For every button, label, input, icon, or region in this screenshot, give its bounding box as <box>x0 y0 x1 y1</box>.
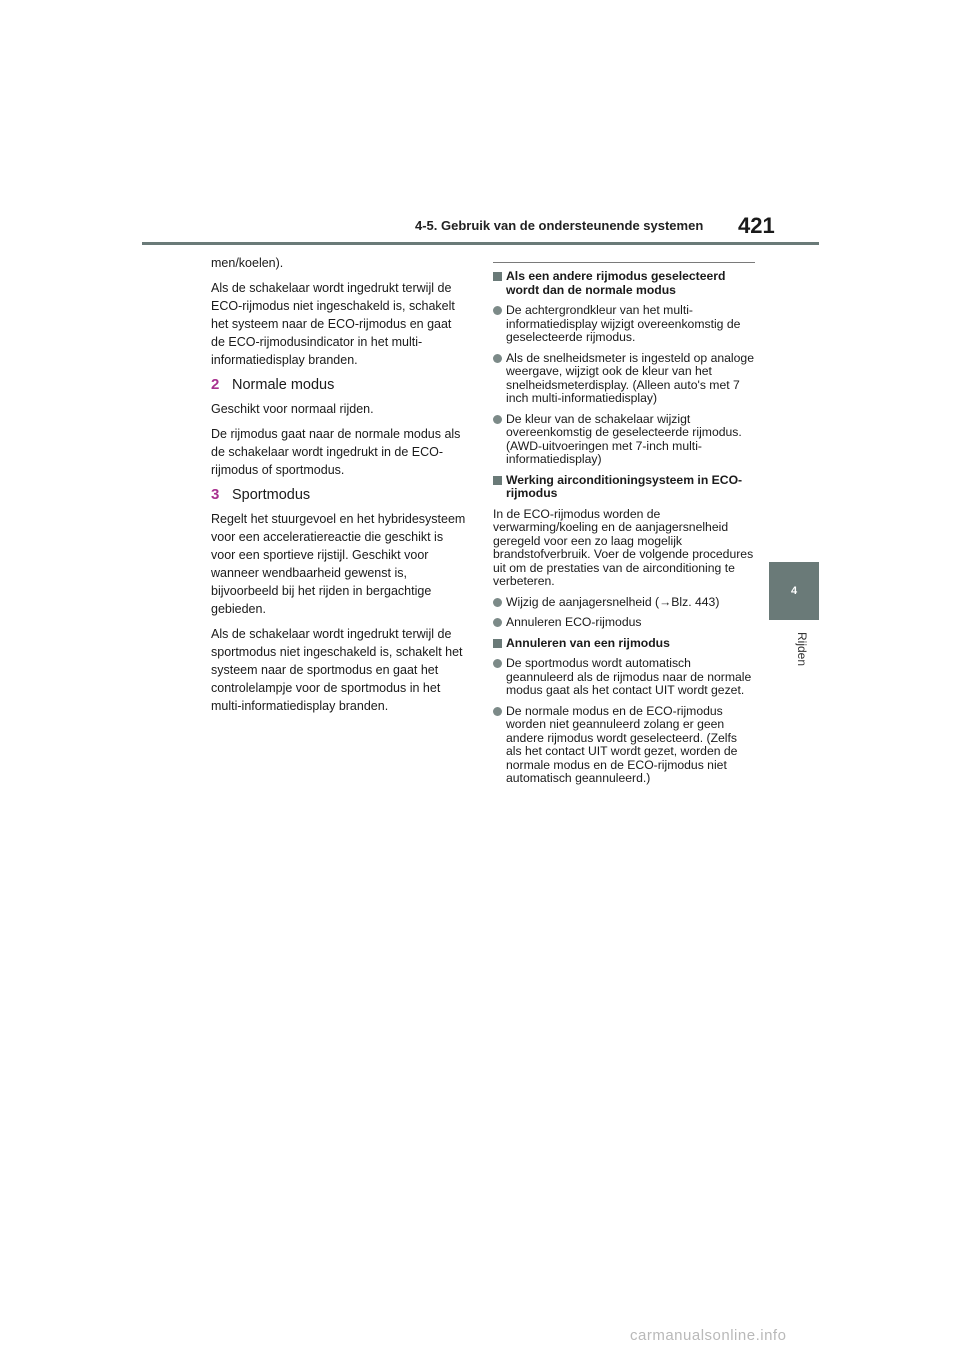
mode-title: Sportmodus <box>232 487 311 503</box>
left-column <box>211 254 466 722</box>
list-item: Als de snelheidsmeter is ingesteld op analoge weergave, wijzigt ook de kleur van het snelheidsmeterdisplay. (Alleen auto's met 7 inch multi-informatiedisplay) <box>493 352 755 406</box>
section-rule <box>493 262 755 263</box>
mode-heading-normal <box>211 376 466 394</box>
chapter-tab <box>769 562 819 620</box>
circle-bullet-icon <box>493 618 502 627</box>
circle-bullet-icon <box>493 415 502 424</box>
list-item: De normale modus en de ECO-rijmodus worden niet geannuleerd zolang er geen andere rijmodus wordt geselecteerd. (Zelfs als het contact UIT wordt gezet, worden de normale modus en de ECO-rijmodus niet automatisch geannuleerd.) <box>493 705 755 786</box>
list-item: Annuleren ECO-rijmodus <box>493 616 755 630</box>
right-column <box>493 262 755 793</box>
list-item: De kleur van de schakelaar wijzigt overeenkomstig de geselecteerde rijmodus. (AWD-uitvoeringen met 7-inch multi-informatiedisplay) <box>493 413 755 467</box>
paragraph: Geschikt voor normaal rijden. <box>211 402 374 416</box>
page-header <box>0 0 960 250</box>
paragraph: De rijmodus gaat naar de normale modus als de schakelaar wordt ingedrukt in de ECO-rijmodus of sportmodus. <box>211 427 461 477</box>
paragraph: men/koelen). <box>211 256 284 270</box>
list-item: De sportmodus wordt automatisch geannuleerd als de rijmodus naar de normale modus gaat als het contact UIT wordt gezet. <box>493 657 755 698</box>
circle-bullet-icon <box>493 306 502 315</box>
square-bullet-icon <box>493 272 502 281</box>
square-bullet-icon <box>493 476 502 485</box>
mode-number: 2 <box>211 376 220 393</box>
subsection-heading: Annuleren van een rijmodus <box>493 637 755 651</box>
chapter-number: 4 <box>790 585 798 597</box>
circle-bullet-icon <box>493 659 502 668</box>
subsection-heading: Als een andere rijmodus geselecteerd wordt dan de normale modus <box>493 270 755 297</box>
square-bullet-icon <box>493 639 502 648</box>
list-item: Wijzig de aanjagersnelheid (→Blz. 443) <box>493 596 755 610</box>
circle-bullet-icon <box>493 354 502 363</box>
mode-number: 3 <box>211 486 220 503</box>
subsection-heading: Werking airconditioningsysteem in ECO-rijmodus <box>493 474 755 501</box>
paragraph: Als de schakelaar wordt ingedrukt terwijl de ECO-rijmodus niet ingeschakeld is, schakelt het systeem naar de ECO-rijmodus en gaat de ECO-rijmodusindicator in het multi-informatiedisplay branden. <box>211 281 455 367</box>
circle-bullet-icon <box>493 707 502 716</box>
header-rule <box>142 242 819 245</box>
paragraph: Als de schakelaar wordt ingedrukt terwijl de sportmodus niet ingeschakeld is, schakelt het systeem naar de sportmodus en gaat het controlelampje voor de sportmodus in het multi-informatiedisplay branden. <box>211 627 463 713</box>
paragraph: Regelt het stuurgevoel en het hybridesysteem voor een acceleratiereactie die geschikt is voor een sportieve rijstijl. Geschikt voor wanneer wendbaarheid gewenst is, bijvoorbeeld bij het rijden in bergachtige gebieden. <box>211 512 466 616</box>
circle-bullet-icon <box>493 598 502 607</box>
page-number: 421 <box>738 213 775 238</box>
section-title: 4-5. Gebruik van de ondersteunende systemen <box>415 218 704 233</box>
mode-title: Normale modus <box>232 377 335 393</box>
chapter-label: Rijden <box>795 632 809 667</box>
mode-heading-sport <box>211 486 466 504</box>
footer-watermark: carmanualsonline.info <box>630 1327 787 1344</box>
list-item: De achtergrondkleur van het multi-informatiedisplay wijzigt overeenkomstig de geselecteerde rijmodus. <box>493 304 755 345</box>
paragraph: In de ECO-rijmodus worden de verwarming/koeling en de aanjagersnelheid geregeld voor een zo laag mogelijk brandstofverbruik. Voer de volgende procedures uit om de prestaties van de airconditioning te verbeteren. <box>493 506 754 588</box>
